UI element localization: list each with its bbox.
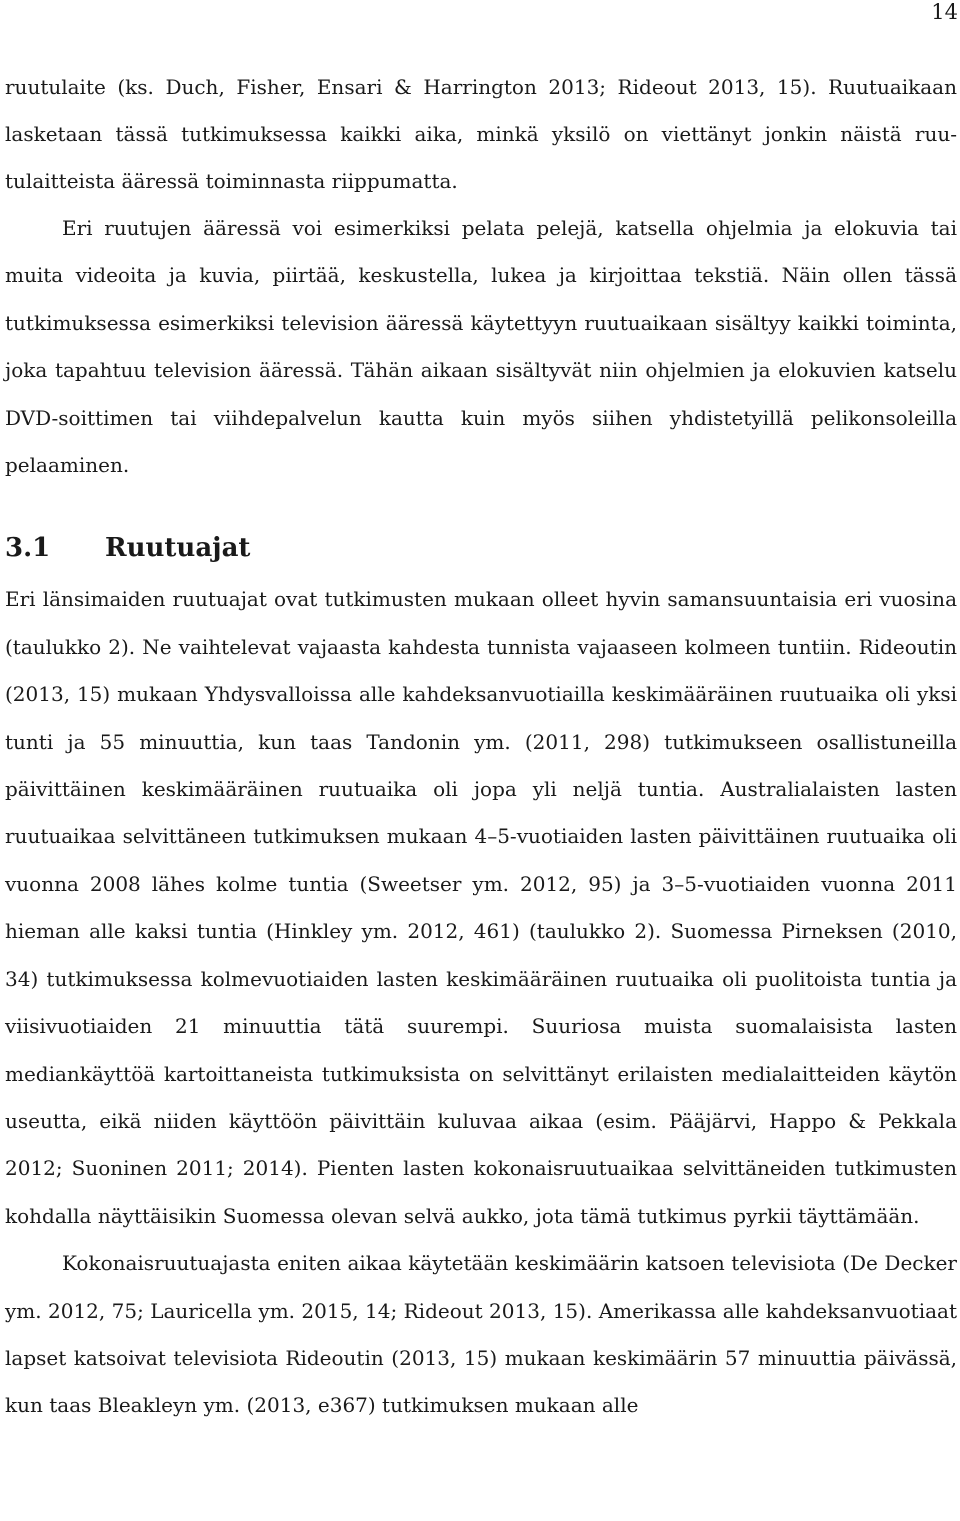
section-number: 3.1 [5,533,51,564]
section-title: Ruutuajat [105,533,251,564]
paragraph-screen-activities: Eri ruutujen ääressä voi esimerkiksi pelata pelejä, katsella ohjelmia ja elokuvia tai muita videoita ja kuvia, piirtää, keskustella, lukea ja kirjoittaa tekstiä. Näin ollen tässä tutkimuksessa esimerkiksi television ääressä käytettyyn ruutuaikaan sisältyy kaikki toiminta, joka tapahtuu television ääressä. Tähän aikaan sisältyvät niin ohjelmien ja elokuvien katselu DVD-soittimen tai viihdepalvelun kautta kuin myös siihen yhdistetyillä pelikonsoleilla pelaaminen. [5,216,957,478]
paragraph-screen-devices: ruutulaite (ks. Duch, Fisher, Ensari & Harrington 2013; Rideout 2013, 15). Ruutuaikaan lasketaan tässä tutkimuksessa kaikki aika, minkä yksilö on viettänyt jonkin näistä ruutulaitteista ääressä toiminnasta riippumatta. [5,75,957,193]
paragraph-screen-times: Eri länsimaiden ruutuajat ovat tutkimusten mukaan olleet hyvin samansuuntaisia eri vuosina (taulukko 2). Ne vaihtelevat vajaasta kahdesta tunnista vajaaseen kolmeen tuntiin. Rideoutin (2013, 15) mukaan Yhdysvalloissa alle kahdeksanvuotiailla keskimääräinen ruutuaika oli yksi tunti ja 55 minuuttia, kun taas Tandonin ym. (2011, 298) tutkimukseen osallistuneilla päivittäinen keskimääräinen ruutuaika oli jopa yli neljä tuntia. Australialaisten lasten ruutuaikaa selvittäneen tutkimuksen mukaan 4–5-vuotiaiden lasten päivittäinen ruutuaika oli vuonna 2008 lähes kolme tuntia (Sweetser ym. 2012, 95) ja 3–5-vuotiaiden vuonna 2011 hieman alle kaksi tuntia (Hinkley ym. 2012, 461) (taulukko 2). Suomessa Pirneksen (2010, 34) tutkimuksessa kolmevuotiaiden lasten keskimääräinen ruutuaika oli puolitoista tuntia ja viisivuotiaiden 21 minuuttia tätä suurempi. Suuriosa muista suomalaisista lasten mediankäyttöä kartoittaneista tutkimuksista on selvittänyt erilaisten medialaitteiden käytön useutta, eikä niiden käyttöön päivittäin kuluvaa aikaa (esim. Pääjärvi, Happo & Pekkala 2012; Suoninen 2011; 2014). Pienten lasten kokonaisruutuaikaa selvittäneiden tutkimusten kohdalla näyttäisikin Suomessa olevan selvä aukko, jota tämä tutkimus pyrkii täyttämään. [5,587,957,1228]
page-number: 14 [931,0,958,24]
document-body [5,64,957,1430]
section-heading [5,530,957,566]
paragraph-television-time: Kokonaisruutuajasta eniten aikaa käytetään keskimäärin katsoen televisiota (De Decker ym. 2012, 75; Lauricella ym. 2015, 14; Rideout 2013, 15). Amerikassa alle kahdeksanvuotiaat lapset katsoivat televisiota Rideoutin (2013, 15) mukaan keskimäärin 57 minuuttia päivässä, kun taas Bleakleyn ym. (2013, e367) tutkimuksen mukaan alle [5,1251,957,1418]
